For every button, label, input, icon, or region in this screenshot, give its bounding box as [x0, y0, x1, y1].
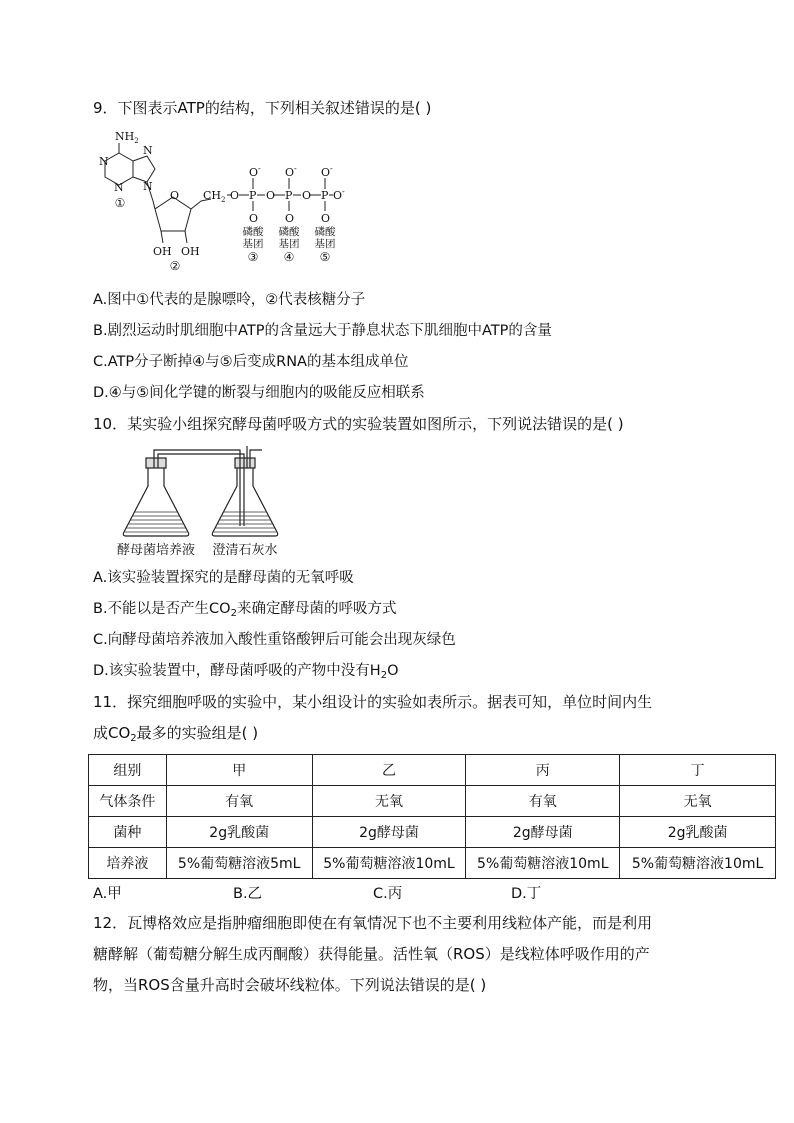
label-5: ⑤: [319, 250, 331, 264]
q10-option-a: A.该实验装置探究的是酵母菌的无氧呼吸: [93, 570, 354, 586]
svg-text:基团: 基团: [242, 238, 264, 250]
table-cell: 5%葡萄糖溶液10mL: [312, 848, 466, 879]
q10-option-d: D.该实验装置中，酵母菌呼吸的产物中没有$H_2O$: [93, 663, 399, 681]
q10-option-b: B.不能以是否产生$CO_2$来确定酵母菌的呼吸方式: [93, 601, 397, 619]
q11-stem-line2: 成$CO_2$最多的实验组是( ): [93, 724, 259, 744]
svg-text:基团: 基团: [278, 238, 300, 250]
table-cell: 无氧: [312, 786, 466, 817]
table-cell: 菌种: [89, 817, 167, 848]
ribose-ring: [155, 197, 191, 231]
label-1: ①: [114, 196, 126, 210]
table-cell: 2g乳酸菌: [166, 817, 312, 848]
svg-text:磷酸: 磷酸: [314, 226, 336, 238]
right-flask: [212, 468, 277, 536]
atom-n-1: N: [99, 155, 109, 168]
table-row: [89, 848, 776, 879]
table-row: [89, 786, 776, 817]
q11-choice-b: B.乙: [233, 886, 263, 902]
oxo-o-2: O: [285, 212, 295, 225]
bridge-o-3: O: [302, 189, 312, 202]
label-2: ②: [169, 259, 181, 273]
table-cell: 无氧: [620, 786, 776, 817]
svg-text:O-: O-: [321, 164, 333, 179]
table-cell: 乙: [312, 755, 466, 786]
table-row: [89, 817, 776, 848]
p-alpha: P: [249, 189, 257, 202]
atom-n-9: N: [143, 180, 153, 193]
svg-text:NH2: $NH_2$: [115, 130, 139, 145]
table-cell: 5%葡萄糖溶液10mL: [466, 848, 620, 879]
experiment-table: [88, 754, 776, 879]
svg-text:磷酸: 磷酸: [278, 226, 300, 238]
svg-text:CH2: $CH_2$: [203, 189, 226, 204]
oxo-o-1: O: [249, 212, 259, 225]
label-4: ④: [283, 250, 295, 264]
table-cell: 5%葡萄糖溶液5mL: [166, 848, 312, 879]
q10-stem: 10．某实验小组探究酵母菌呼吸方式的实验装置如图所示，下列说法错误的是( ): [93, 415, 624, 433]
ribose-o: O: [170, 189, 180, 202]
q11-stem-line1: 11．探究细胞呼吸的实验中，某小组设计的实验如表所示。据表可知，单位时间内生: [93, 693, 653, 711]
table-cell: 培养液: [89, 848, 167, 879]
q9-option-c: C.ATP分子断掉④与⑤后变成RNA的基本组成单位: [93, 354, 409, 370]
atom-n-7: N: [143, 144, 153, 157]
q9-stem: 9．下图表示ATP的结构，下列相关叙述错误的是( ): [93, 99, 432, 117]
left-flask: [123, 468, 188, 536]
table-cell: 气体条件: [89, 786, 167, 817]
ribose-oh-2: OH: [181, 245, 200, 258]
svg-text:O-: O-: [333, 187, 345, 202]
table-row: [89, 755, 776, 786]
label-3: ③: [247, 250, 259, 264]
yeast-respiration-apparatus: [104, 446, 314, 558]
bridge-o-2: O: [266, 189, 276, 202]
q11-choice-a: A.甲: [93, 886, 122, 902]
bridge-o-1: O: [230, 189, 240, 202]
table-cell: 2g乳酸菌: [620, 817, 776, 848]
atp-structure-diagram: [93, 125, 383, 275]
table-cell: 甲: [166, 755, 312, 786]
q12-line2: 糖酵解（葡萄糖分解生成丙酮酸）获得能量。活性氧（ROS）是线粒体呼吸作用的产: [93, 945, 650, 963]
table-cell: 2g酵母菌: [466, 817, 620, 848]
table-cell: 有氧: [466, 786, 620, 817]
ribose-oh-1: OH: [153, 245, 172, 258]
q12-line1: 12．瓦博格效应是指肿瘤细胞即使在有氧情况下也不主要利用线粒体产能，而是利用: [93, 914, 653, 932]
table-cell: 有氧: [166, 786, 312, 817]
q11-choice-d: D.丁: [511, 886, 542, 902]
q9-option-d: D.④与⑤间化学键的断裂与细胞内的吸能反应相联系: [93, 385, 425, 401]
svg-text:O-: O-: [249, 164, 261, 179]
p-beta: P: [285, 189, 293, 202]
p-gamma: P: [321, 189, 329, 202]
left-flask-label: 酵母菌培养液: [116, 543, 196, 558]
table-cell: 5%葡萄糖溶液10mL: [620, 848, 776, 879]
table-cell: 丙: [466, 755, 620, 786]
table-cell: 组别: [89, 755, 167, 786]
table-cell: 2g酵母菌: [312, 817, 466, 848]
oxo-o-3: O: [321, 212, 331, 225]
adenine-five-ring: [133, 156, 155, 182]
svg-text:基团: 基团: [314, 238, 336, 250]
q11-choice-c: C.丙: [373, 886, 403, 902]
q10-option-c: C.向酵母菌培养液加入酸性重铬酸钾后可能会出现灰绿色: [93, 632, 456, 648]
right-flask-label: 澄清石灰水: [212, 543, 278, 558]
q12-line3: 物，当ROS含量升高时会破坏线粒体。下列说法错误的是( ): [93, 976, 487, 994]
table-cell: 丁: [620, 755, 776, 786]
atom-n-3: N: [114, 181, 124, 194]
q9-option-b: B.剧烈运动时肌细胞中ATP的含量远大于静息状态下肌细胞中ATP的含量: [93, 323, 552, 339]
svg-text:磷酸: 磷酸: [242, 226, 264, 238]
svg-text:O-: O-: [285, 164, 297, 179]
q9-option-a: A.图中①代表的是腺嘌呤，②代表核糖分子: [93, 292, 366, 308]
